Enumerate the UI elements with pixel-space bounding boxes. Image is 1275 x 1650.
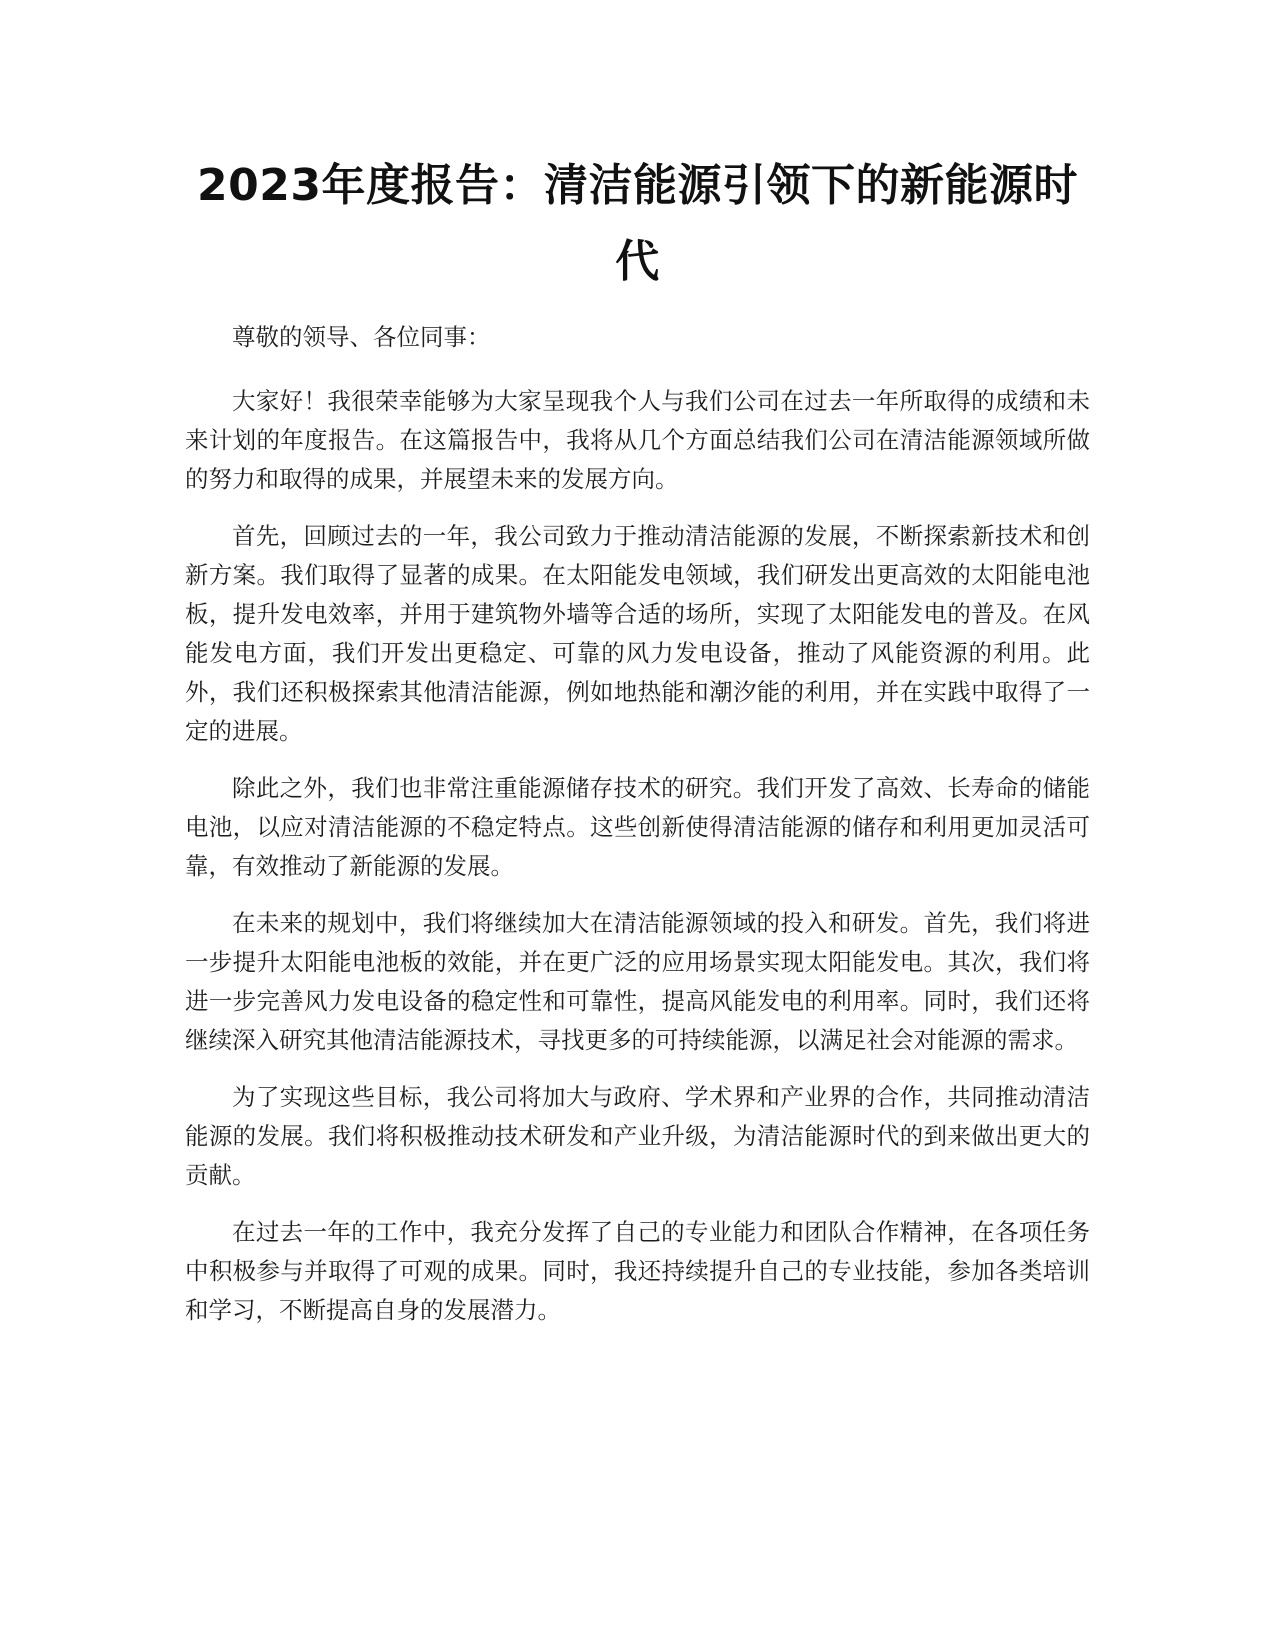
document-body [185, 318, 1090, 1348]
paragraph-cooperation: 为了实现这些目标，我公司将加大与政府、学术界和产业界的合作，共同推动清洁能源的发展。我们将积极推动技术研发和产业升级，为清洁能源时代的到来做出更大的贡献。 [185, 1083, 1090, 1189]
paragraph-intro: 大家好！我很荣幸能够为大家呈现我个人与我们公司在过去一年所取得的成绩和未来计划的年度报告。在这篇报告中，我将从几个方面总结我们公司在清洁能源领域所做的努力和取得的成果，并展望未来的发展方向。 [185, 387, 1090, 493]
paragraph-future-plans: 在未来的规划中，我们将继续加大在清洁能源领域的投入和研发。首先，我们将进一步提升太阳能电池板的效能，并在更广泛的应用场景实现太阳能发电。其次，我们将进一步完善风力发电设备的稳定性和可靠性，提高风能发电的利用率。同时，我们还将继续深入研究其他清洁能源技术，寻找更多的可持续能源，以满足社会对能源的需求。 [185, 909, 1090, 1054]
document-title: 2023年度报告：清洁能源引领下的新能源时代 [197, 160, 1078, 287]
paragraph-personal-work: 在过去一年的工作中，我充分发挥了自己的专业能力和团队合作精神，在各项任务中积极参与并取得了可观的成果。同时，我还持续提升自己的专业技能，参加各类培训和学习，不断提高自身的发展潜力。 [185, 1218, 1090, 1324]
paragraph-energy-storage: 除此之外，我们也非常注重能源储存技术的研究。我们开发了高效、长寿命的储能电池，以应对清洁能源的不稳定特点。这些创新使得清洁能源的储存和利用更加灵活可靠，有效推动了新能源的发展。 [185, 774, 1090, 880]
salutation: 尊敬的领导、各位同事： [232, 323, 491, 351]
paragraph-past-year-review: 首先，回顾过去的一年，我公司致力于推动清洁能源的发展，不断探索新技术和创新方案。我们取得了显著的成果。在太阳能发电领域，我们研发出更高效的太阳能电池板，提升发电效率，并用于建筑物外墙等合适的场所，实现了太阳能发电的普及。在风能发电方面，我们开发出更稳定、可靠的风力发电设备，推动了风能资源的利用。此外，我们还积极探索其他清洁能源，例如地热能和潮汐能的利用，并在实践中取得了一定的进展。 [185, 522, 1090, 745]
